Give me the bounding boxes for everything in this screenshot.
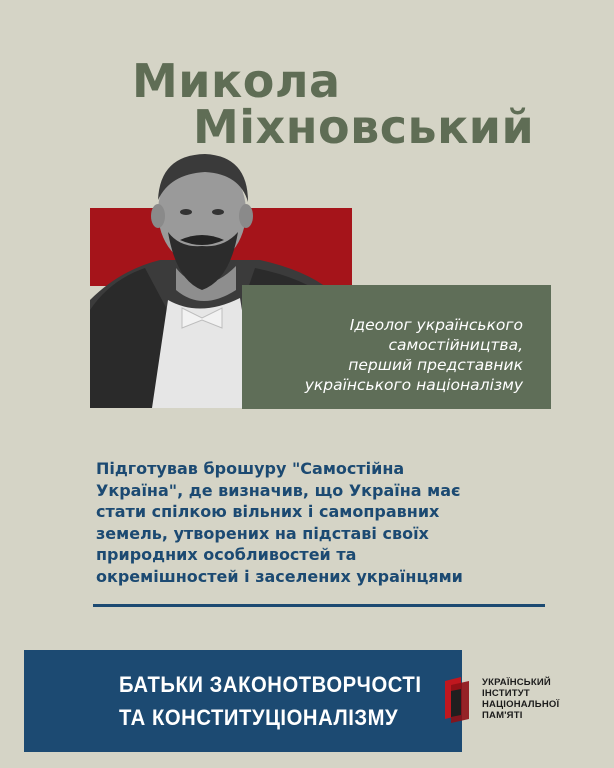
title-last-name: Міхновський <box>193 100 535 154</box>
uinp-logo-icon <box>441 675 471 723</box>
subtitle-text: Ідеолог українського самостійництва, перший представник українського націоналізму <box>304 316 523 394</box>
series-banner-text: БАТЬКИ ЗАКОНОТВОРЧОСТІ ТА КОНСТИТУЦІОНАЛІЗМУ <box>119 672 422 730</box>
institute-name: УКРАЇНСЬКИЙ ІНСТИТУТ НАЦІОНАЛЬНОЇ ПАМ'ЯТІ <box>482 677 560 721</box>
title-first-name: Микола <box>132 54 341 108</box>
divider-line <box>93 604 545 607</box>
subtitle-box <box>242 285 551 409</box>
description-text: Підготував брошуру "Самостійна Україна", де визначив, що Україна має стати спілкою вільних і самоправних земель, утворених на підставі своїх природних особливостей та окремішностей і заселених українцями <box>96 459 463 586</box>
series-banner <box>24 650 462 752</box>
